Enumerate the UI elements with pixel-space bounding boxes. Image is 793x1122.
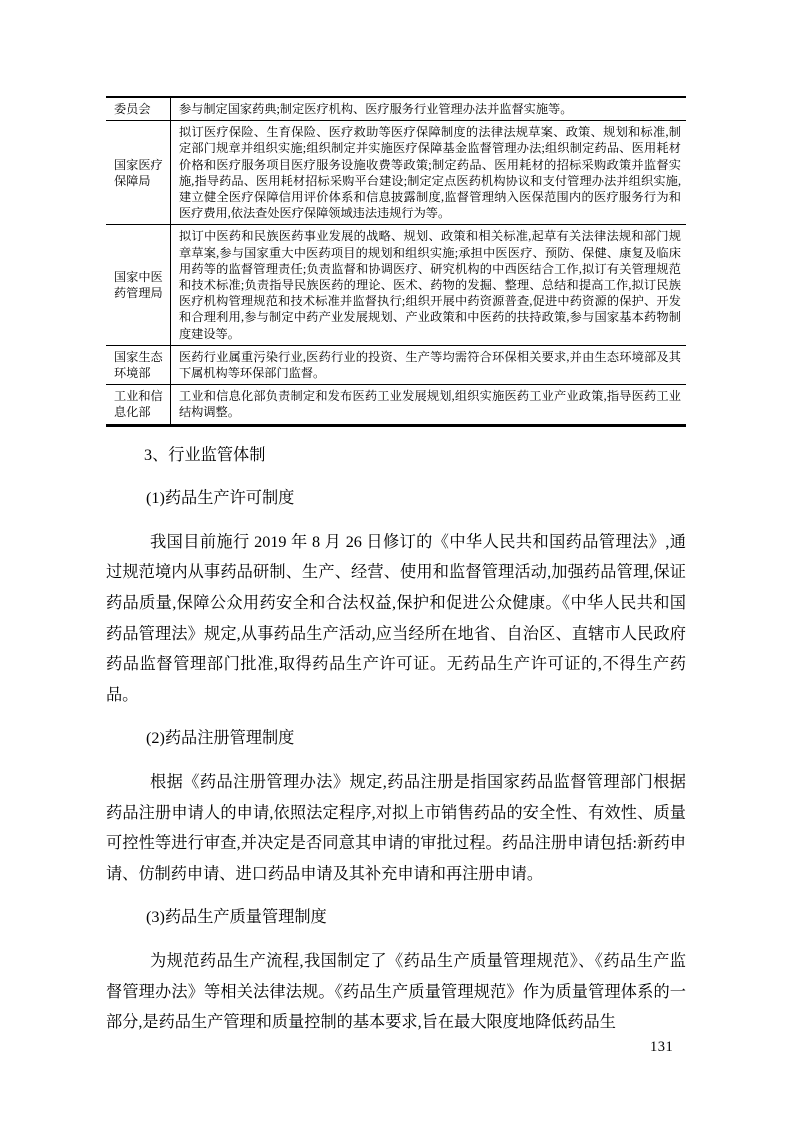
- table-row: [106, 345, 686, 384]
- page-number: 131: [650, 1039, 674, 1055]
- regulator-name: 委员会: [106, 97, 171, 121]
- section-heading: 3、行业监管体制: [144, 445, 266, 464]
- table-row: [106, 121, 686, 225]
- regulator-duties: 工业和信息化部负责制定和发布医药工业发展规划,组织实施医药工业产业政策,指导医药工业结构调整。: [171, 385, 687, 425]
- regulator-duties: 拟订医疗保险、生育保险、医疗救助等医疗保障制度的法律法规草案、政策、规划和标准,制定部门规章并组织实施;组织制定并实施医疗保障基金监督管理办法;组织制定药品、医用耗材价格和医疗服务项目医疗服务设施收费等政策;制定药品、医用耗材的招标采购政策并监督实施,指导药品、医用耗材招标采购平台建设;制定定点医药机构协议和支付管理办法并组织实施,建立健全医疗保障信用评价体系和信息披露制度,监督管理纳入医保范围内的医疗服务行为和医疗费用,依法查处医疗保障领域违法违规行为等。: [171, 121, 687, 225]
- table-row: [106, 97, 686, 121]
- page-content: [106, 96, 686, 1038]
- table-row: [106, 225, 686, 345]
- regulator-name: 国家生态环境部: [106, 345, 171, 384]
- subsection-3-heading: (3)药品生产质量管理制度: [146, 908, 327, 927]
- subsection-2-paragraph: 根据《药品注册管理办法》规定,药品注册是指国家药品监督管理部门根据药品注册申请人的申请,依照法定程序,对拟上市销售药品的安全性、有效性、质量可控性等进行审查,并决定是否同意其申请的审批过程。药品注册申请包括:新药申请、仿制药申请、进口药品申请及其补充申请和再注册申请。: [106, 773, 686, 883]
- regulators-table: [106, 96, 686, 427]
- subsection-1-heading: (1)药品生产许可制度: [146, 489, 295, 508]
- regulator-duties: 参与制定国家药典;制定医疗机构、医疗服务行业管理办法并监督实施等。: [179, 102, 573, 116]
- subsection-1-paragraph: 我国目前施行 2019 年 8 月 26 日修订的《中华人民共和国药品管理法》,通过规范境内从事药品研制、生产、经营、使用和监督管理活动,加强药品管理,保证药品质量,保障公众用药安全和合法权益,保护和促进公众健康。《中华人民共和国药品管理法》规定,从事药品生产活动,应当经所在地省、自治区、直辖市人民政府药品监督管理部门批准,取得药品生产许可证。无药品生产许可证的,不得生产药品。: [106, 532, 686, 704]
- regulator-duties: 医药行业属重污染行业,医药行业的投资、生产等均需符合环保相关要求,并由生态环境部及其下属机构等环保部门监督。: [171, 345, 687, 384]
- regulator-duties: 拟订中医药和民族医药事业发展的战略、规划、政策和相关标准,起草有关法律法规和部门规章草案,参与国家重大中医药项目的规划和组织实施;承担中医医疗、预防、保健、康复及临床用药等的监督管理责任;负责监督和协调医疗、研究机构的中西医结合工作,拟订有关管理规范和技术标准;负责指导民族医药的理论、医术、药物的发掘、整理、总结和提高工作,拟订民族医疗机构管理规范和技术标准并监督执行;组织开展中药资源普查,促进中药资源的保护、开发和合理利用,参与制定中药产业发展规划、产业政策和中医药的扶持政策,参与国家基本药物制度建设等。: [171, 225, 687, 345]
- regulator-name: 工业和信息化部: [106, 385, 171, 425]
- regulator-name: 国家中医药管理局: [106, 225, 171, 345]
- table-row: [106, 385, 686, 425]
- subsection-2-heading: (2)药品注册管理制度: [146, 729, 295, 748]
- body-text: [106, 440, 686, 1038]
- regulator-name: 国家医疗保障局: [106, 121, 171, 225]
- subsection-3-paragraph: 为规范药品生产流程,我国制定了《药品生产质量管理规范》、《药品生产监督管理办法》等相关法律法规。《药品生产质量管理规范》作为质量管理体系的一部分,是药品生产管理和质量控制的基本要求,旨在最大限度地降低药品生: [106, 951, 686, 1032]
